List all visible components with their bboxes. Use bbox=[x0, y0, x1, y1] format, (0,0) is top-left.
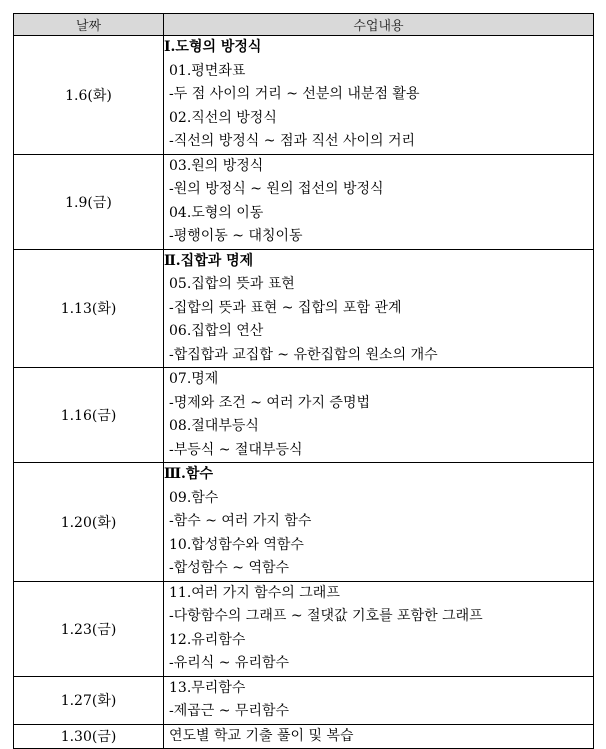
content-line: -다항함수의 그래프 ~ 절댓값 기호를 포함한 그래프 bbox=[169, 608, 483, 624]
content-line: 03.원의 방정식 bbox=[169, 157, 264, 174]
content-line: 연도별 학교 기출 풀이 및 복습 bbox=[169, 727, 354, 744]
content-line: -합성함수 ~ 역함수 bbox=[169, 560, 290, 576]
class-date: 1.13(화) bbox=[14, 249, 164, 368]
class-date: 1.6(화) bbox=[14, 36, 164, 155]
content-line: 07.명제 bbox=[169, 371, 219, 387]
table-row bbox=[14, 249, 594, 368]
class-content bbox=[164, 154, 594, 249]
content-line: 04.도형의 이동 bbox=[169, 204, 264, 221]
content-line: 10.합성함수와 역함수 bbox=[169, 536, 304, 553]
class-date: 1.9(금) bbox=[14, 154, 164, 249]
class-content bbox=[164, 368, 594, 463]
content-line: -직선의 방정식 ~ 점과 직선 사이의 거리 bbox=[169, 133, 416, 149]
content-line: 08.절대부등식 bbox=[169, 418, 259, 434]
class-date: 1.30(금) bbox=[14, 724, 164, 749]
content-line: -명제와 조건 ~ 여러 가지 증명법 bbox=[169, 394, 370, 411]
content-line: 13.무리함수 bbox=[169, 679, 246, 696]
content-line: 11.여러 가지 함수의 그래프 bbox=[169, 584, 340, 601]
content-line: -함수 ~ 여러 가지 함수 bbox=[169, 513, 312, 529]
date-column-header: 날짜 bbox=[14, 14, 164, 36]
class-date: 1.16(금) bbox=[14, 368, 164, 463]
content-line: -집합의 뜻과 표현 ~ 집합의 포함 관계 bbox=[169, 299, 402, 316]
content-line: -원의 방정식 ~ 원의 접선의 방정식 bbox=[169, 181, 384, 197]
content-line: -두 점 사이의 거리 ~ 선분의 내분점 활용 bbox=[169, 86, 420, 102]
class-date: 1.27(화) bbox=[14, 676, 164, 724]
content-column-header: 수업내용 bbox=[164, 14, 594, 36]
chapter-heading: Ⅰ.도형의 방정식 bbox=[164, 39, 262, 55]
header-row bbox=[14, 14, 594, 36]
schedule-body bbox=[14, 36, 594, 749]
class-content bbox=[164, 676, 594, 724]
class-content bbox=[164, 724, 594, 749]
table-row bbox=[14, 154, 594, 249]
table-row bbox=[14, 36, 594, 155]
content-line: -유리식 ~ 유리함수 bbox=[169, 655, 290, 671]
content-line: 12.유리함수 bbox=[169, 631, 246, 648]
content-line: 05.집합의 뜻과 표현 bbox=[169, 276, 295, 292]
content-line: 02.직선의 방정식 bbox=[169, 109, 277, 126]
content-line: 01.평면좌표 bbox=[169, 62, 246, 79]
table-row bbox=[14, 368, 594, 463]
class-content bbox=[164, 249, 594, 368]
table-row bbox=[14, 463, 594, 582]
content-line: 06.집합의 연산 bbox=[169, 323, 264, 339]
chapter-heading: Ⅲ.함수 bbox=[164, 466, 213, 482]
content-line: 09.함수 bbox=[169, 489, 219, 506]
content-line: -합집합과 교집합 ~ 유한집합의 원소의 개수 bbox=[169, 346, 438, 363]
chapter-heading: Ⅱ.집합과 명제 bbox=[164, 252, 254, 269]
class-content bbox=[164, 463, 594, 582]
class-date: 1.20(화) bbox=[14, 463, 164, 582]
class-date: 1.23(금) bbox=[14, 581, 164, 676]
table-row bbox=[14, 724, 594, 749]
schedule-table bbox=[13, 13, 594, 749]
content-line: -평행이동 ~ 대칭이동 bbox=[169, 228, 303, 244]
content-line: -부등식 ~ 절대부등식 bbox=[169, 441, 303, 458]
table-row bbox=[14, 581, 594, 676]
class-content bbox=[164, 36, 594, 155]
class-content bbox=[164, 581, 594, 676]
content-line: -제곱근 ~ 무리함수 bbox=[169, 703, 290, 719]
table-row bbox=[14, 676, 594, 724]
